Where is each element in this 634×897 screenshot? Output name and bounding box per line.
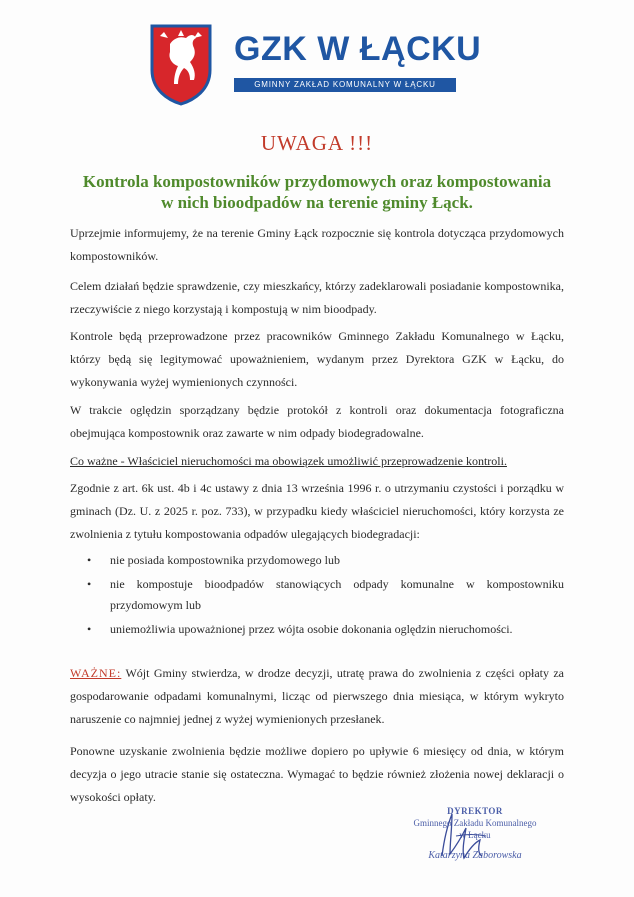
director-stamp <box>390 806 560 872</box>
condition-text: uniemożliwia upoważnionej przez wójta osobie dokonania oględzin nieruchomości. <box>110 622 513 636</box>
paragraph-purpose: Celem działań będzie sprawdzenie, czy mieszkańcy, którzy zadeklarowali posiadanie kompostownika, rzeczywiście z niego korzystają i kompostują w nim bioodpady. <box>70 279 564 316</box>
condition-text: nie posiada kompostownika przydomowego lub <box>110 553 340 567</box>
paragraph-important <box>70 662 564 731</box>
paragraph-protocol: W trakcie oględzin sporządzany będzie protokół z kontroli oraz dokumentacja fotograficzna obejmująca kompostownik oraz zawarte w nim odpady biodegradowalne. <box>70 403 564 440</box>
bullet-icon: • <box>87 553 92 567</box>
list-item <box>70 574 564 616</box>
coat-of-arms-icon <box>150 24 212 106</box>
brand-name: GZK W ŁĄCKU <box>234 30 482 68</box>
bullet-icon: • <box>87 622 92 636</box>
notice-title-line-2: w nich bioodpadów na terenie gminy Łąck. <box>161 193 473 212</box>
notice-title-line-1: Kontrola kompostowników przydomowych oraz kompostowania <box>82 172 552 191</box>
list-item <box>70 550 564 571</box>
bullet-icon: • <box>87 577 92 591</box>
conditions-list <box>70 550 564 643</box>
brand-tagline: GMINNY ZAKŁAD KOMUNALNY W ŁĄCKU <box>234 78 456 92</box>
paragraph-intro: Uprzejmie informujemy, że na terenie Gminy Łąck rozpocznie się kontrola dotycząca przydomowych kompostowników. <box>70 226 564 263</box>
warning-heading: UWAGA !!! <box>260 131 374 155</box>
stamp-title: DYREKTOR <box>447 806 503 816</box>
gzk-logo <box>150 24 480 106</box>
paragraph-renewal: Ponowne uzyskanie zwolnienia będzie możliwe dopiero po upływie 6 miesięcy od dnia, w którym decyzja o jego utracie stanie się ostateczna. Wymagać to będzie również złożenia nowej deklaracji o wysokości opłaty. <box>70 744 564 804</box>
paragraph-obligation: Co ważne - Właściciel nieruchomości ma obowiązek umożliwić przeprowadzenie kontroli. <box>70 454 507 468</box>
stamp-person-name: Katarzyna Zaborowska <box>428 850 522 861</box>
signature-icon <box>390 806 560 872</box>
paragraph-inspectors: Kontrole będą przeprowadzone przez pracowników Gminnego Zakładu Komunalnego w Łącku, którzy będą się legitymować upoważnieniem, wydanym przez Dyrektora GZK w Łącku, do wykonywania wyżej wymienionych czynności. <box>70 329 564 389</box>
notice-title <box>60 171 574 213</box>
stamp-organization: Gminnego Zakładu Komunalnego <box>413 818 537 828</box>
important-text: Wójt Gminy stwierdza, w drodze decyzji, utratę prawa do zwolnienia z części opłaty za gospodarowanie odpadami komunalnymi, licząc od pierwszego dnia miesiąca, w którym wykryto naruszenie co najmniej jednej z wyżej wymienionych przesłanek. <box>70 666 564 726</box>
stamp-place: w Łącku <box>459 830 491 840</box>
list-item <box>70 619 564 640</box>
important-label: WAŻNE: <box>70 666 122 680</box>
condition-text: nie kompostuje bioodpadów stanowiących odpady komunalne w kompostowniku przydomowym lub <box>110 577 564 612</box>
paragraph-legal-basis: Zgodnie z art. 6k ust. 4b i 4c ustawy z dnia 13 września 1996 r. o utrzymaniu czystości i porządku w gminach (Dz. U. z 2025 r. poz. 733), w przypadku kiedy właściciel nieruchomości, który korzysta ze zwolnienia z tytułu kompostowania odpadów ulegających biodegradacji: <box>70 481 564 541</box>
